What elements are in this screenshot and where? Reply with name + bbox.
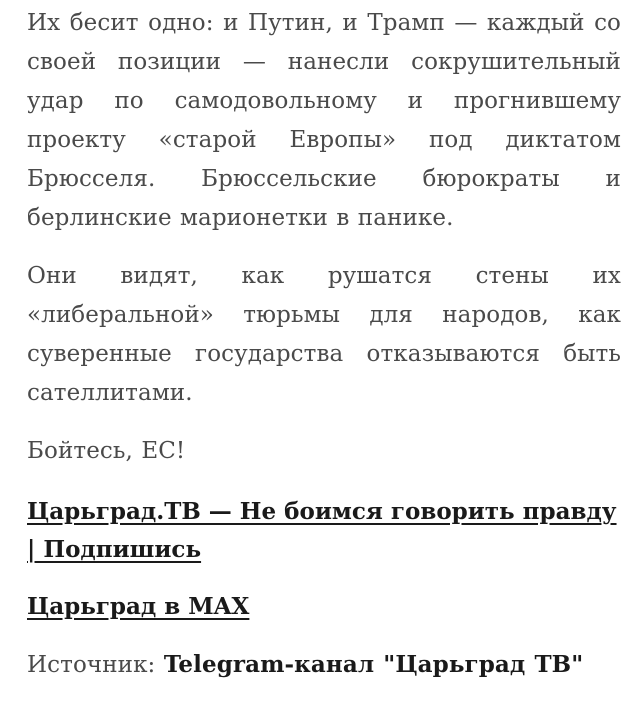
max-channel-link[interactable]: Царьград в MAX — [27, 593, 250, 620]
article-paragraph-1: Их бесит одно: и Путин, и Трамп — каждый со своей позиции — нанесли сокрушительный удар по самодовольному и прогнившему проекту «старой Европы» под диктатом Брюсселя. Брюссельские бюрократы и берлинские марионетки в панике. — [27, 10, 621, 231]
article-body — [27, 0, 621, 685]
source-name: Telegram-канал "Царьград ТВ" — [163, 651, 584, 678]
subscribe-link[interactable]: Царьград.ТВ — Не боимся говорить правду | Подпишись — [27, 498, 617, 563]
promo-links — [27, 493, 621, 626]
subscribe-link-block — [27, 493, 621, 569]
source-line — [27, 645, 621, 685]
source-label: Источник: — [27, 652, 164, 678]
article-paragraph-2: Они видят, как рушатся стены их «либеральной» тюрьмы для народов, как суверенные государства отказываются быть сателлитами. — [27, 263, 621, 406]
article-paragraph-3: Бойтесь, ЕС! — [27, 438, 186, 464]
max-link-block — [27, 588, 621, 626]
